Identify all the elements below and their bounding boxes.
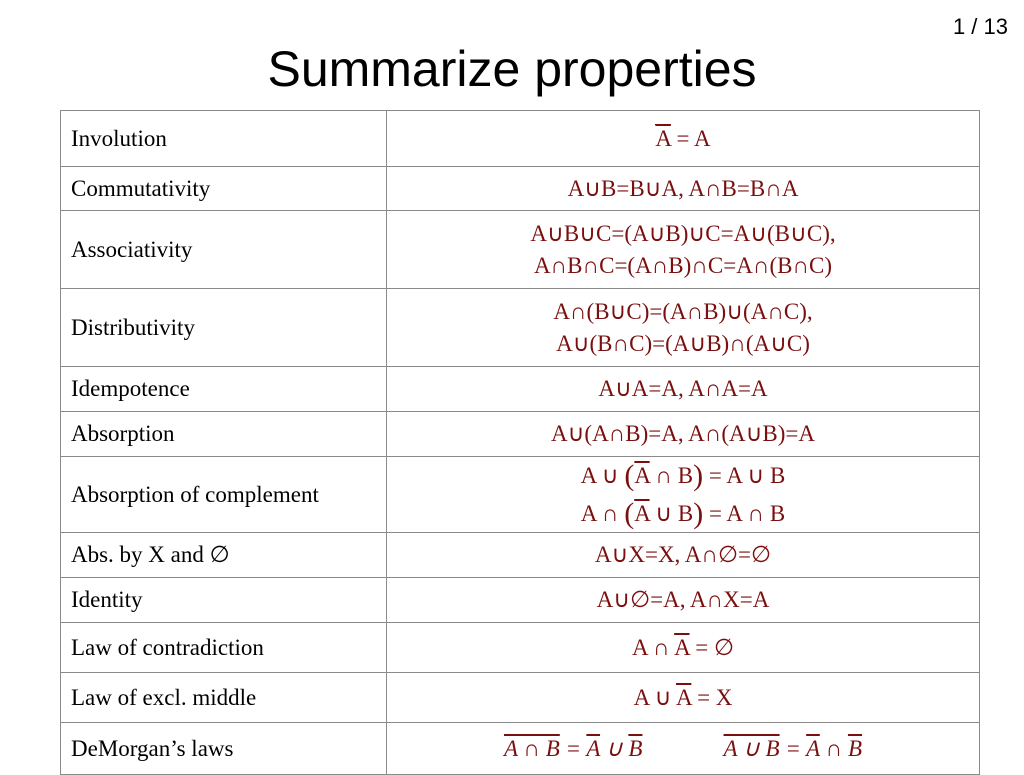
table-row	[61, 211, 980, 289]
formula-line: A ∪ ($\overline{A}$ ∩ B) = A ∪ B	[580, 459, 786, 492]
table-row	[61, 167, 980, 211]
table-row	[61, 111, 980, 167]
properties-table	[60, 110, 980, 775]
demorgan-law-2: A ∪ $B = \overline{A}$ ∩ $\overline{B}$	[723, 735, 862, 761]
formula-line: A∩B∩C=(A∩B)∩C=A∩(B∩C)	[533, 252, 833, 278]
formula-line: A ∩ ($\overline{A}$ ∪ B) = A ∩ B	[580, 496, 786, 530]
property-formula: A∪A=A, A∩A=A	[387, 367, 980, 412]
property-formula: A∪(A∩B)=A, A∩(A∪B)=A	[387, 412, 980, 457]
formula-line: A∪(B∩C)=(A∪B)∩(A∪C)	[556, 330, 810, 356]
page-number: 1 / 13	[952, 14, 1008, 39]
table-row	[61, 457, 980, 533]
formula-line: A∩(B∪C)=(A∩B)∪(A∩C),	[553, 299, 813, 325]
property-name: Idempotence	[61, 367, 387, 412]
property-name: Involution	[61, 111, 387, 167]
property-formula: A∪B=B∪A, A∩B=B∩A	[387, 167, 980, 211]
property-name: Commutativity	[61, 167, 387, 211]
property-formula	[387, 723, 980, 775]
property-name: Law of excl. middle	[61, 673, 387, 723]
property-formula: A ∪ $\overline{A} = X$	[387, 673, 980, 723]
table-row	[61, 723, 980, 775]
property-name: DeMorgan’s laws	[61, 723, 387, 775]
table-row	[61, 412, 980, 457]
property-name: Law of contradiction	[61, 623, 387, 673]
slide-title: Summarize properties	[267, 41, 757, 97]
property-name: Identity	[61, 578, 387, 623]
table-row	[61, 533, 980, 578]
formula-line: A∪B∪C=(A∪B)∪C=A∪(B∪C),	[530, 221, 836, 247]
property-formula	[387, 289, 980, 367]
demorgan-law-1: A ∩ $B = \overline{A}$ ∪ $\overline{B}$	[503, 735, 643, 761]
table-row	[61, 578, 980, 623]
property-formula: A ∩ $\overline{A}$ = ∅	[387, 623, 980, 673]
property-formula: A∪∅=A, A∩X=A	[387, 578, 980, 623]
table-row	[61, 673, 980, 723]
table-row	[61, 367, 980, 412]
property-name: Distributivity	[61, 289, 387, 367]
property-formula: $\overline{A} = A$	[387, 111, 980, 167]
table-row	[61, 623, 980, 673]
property-name: Absorption of complement	[61, 457, 387, 533]
property-formula	[387, 457, 980, 533]
property-name: Associativity	[61, 211, 387, 289]
property-name: Abs. by X and ∅	[61, 533, 387, 578]
property-formula: A∪X=X, A∩∅=∅	[387, 533, 980, 578]
property-formula	[387, 211, 980, 289]
table-row	[61, 289, 980, 367]
property-name: Absorption	[61, 412, 387, 457]
